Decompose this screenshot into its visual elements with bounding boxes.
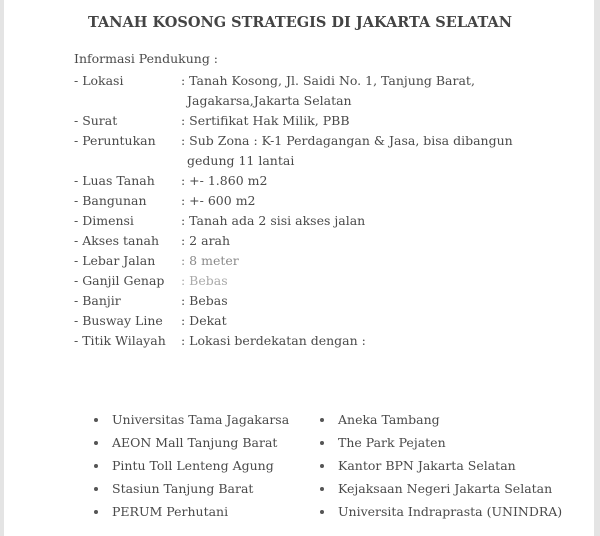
bullet-icon <box>320 510 324 514</box>
detail-value: : Tanah Kosong, Jl. Saidi No. 1, Tanjung Barat, Jagakarsa,Jakarta Selatan <box>181 73 475 108</box>
bullet-icon <box>320 418 324 422</box>
list-item: Kantor BPN Jakarta Selatan <box>320 454 562 477</box>
bullet-icon <box>94 510 98 514</box>
detail-row-dimensi <box>74 211 524 231</box>
list-item: Universita Indraprasta (UNINDRA) <box>320 500 562 523</box>
bullet-icon <box>94 464 98 468</box>
detail-row-busway-line <box>74 311 524 331</box>
detail-row-peruntukan <box>74 131 524 171</box>
detail-value: : Dekat <box>181 313 227 328</box>
detail-label: - Banjir <box>74 293 121 308</box>
detail-value: : Sub Zona : K-1 Perdagangan & Jasa, bisa dibangun gedung 11 lantai <box>181 133 513 168</box>
list-item: The Park Pejaten <box>320 431 562 454</box>
detail-row-luas-tanah <box>74 171 524 191</box>
list-item: Stasiun Tanjung Barat <box>94 477 289 500</box>
detail-value: : Tanah ada 2 sisi akses jalan <box>181 213 366 228</box>
bullet-icon <box>320 464 324 468</box>
detail-row-titik-wilayah <box>74 331 524 351</box>
list-item: Universitas Tama Jagakarsa <box>94 408 289 431</box>
bullet-icon <box>94 418 98 422</box>
detail-label: - Titik Wilayah <box>74 333 166 348</box>
document-title: TANAH KOSONG STRATEGIS DI JAKARTA SELATAN <box>88 14 512 31</box>
detail-label: - Luas Tanah <box>74 173 155 188</box>
nearby-list-left <box>94 408 289 523</box>
detail-label: - Ganjil Genap <box>74 273 165 288</box>
detail-row-lokasi <box>74 71 524 111</box>
list-item: Pintu Toll Lenteng Agung <box>94 454 289 477</box>
detail-label: - Lokasi <box>74 73 124 88</box>
detail-label: - Surat <box>74 113 118 128</box>
detail-row-lebar-jalan <box>74 251 524 271</box>
detail-row-surat <box>74 111 524 131</box>
detail-label: - Busway Line <box>74 313 163 328</box>
detail-value: : +- 600 m2 <box>181 193 256 208</box>
detail-label: - Akses tanah <box>74 233 160 248</box>
detail-row-akses-tanah <box>74 231 524 251</box>
bullet-icon <box>94 441 98 445</box>
bullet-icon <box>320 487 324 491</box>
detail-label: - Lebar Jalan <box>74 253 156 268</box>
detail-value: : Bebas <box>181 273 228 288</box>
list-item: PERUM Perhutani <box>94 500 289 523</box>
detail-value: : Lokasi berdekatan dengan : <box>181 333 366 348</box>
detail-value: : 2 arah <box>181 233 231 248</box>
detail-label: - Peruntukan <box>74 133 156 148</box>
bullet-icon <box>320 441 324 445</box>
detail-value: : Bebas <box>181 293 228 308</box>
nearby-list-right <box>320 408 562 523</box>
list-item: Kejaksaan Negeri Jakarta Selatan <box>320 477 562 500</box>
detail-value: : 8 meter <box>181 253 239 268</box>
bullet-icon <box>94 487 98 491</box>
detail-row-ganjil-genap <box>74 271 524 291</box>
detail-row-banjir <box>74 291 524 311</box>
list-item: Aneka Tambang <box>320 408 562 431</box>
intro-heading: Informasi Pendukung : <box>74 51 219 66</box>
detail-label: - Dimensi <box>74 213 134 228</box>
detail-label: - Bangunan <box>74 193 147 208</box>
detail-value: : +- 1.860 m2 <box>181 173 268 188</box>
detail-row-bangunan <box>74 191 524 211</box>
details-list <box>74 71 524 351</box>
detail-value: : Sertifikat Hak Milik, PBB <box>181 113 350 128</box>
list-item: AEON Mall Tanjung Barat <box>94 431 289 454</box>
